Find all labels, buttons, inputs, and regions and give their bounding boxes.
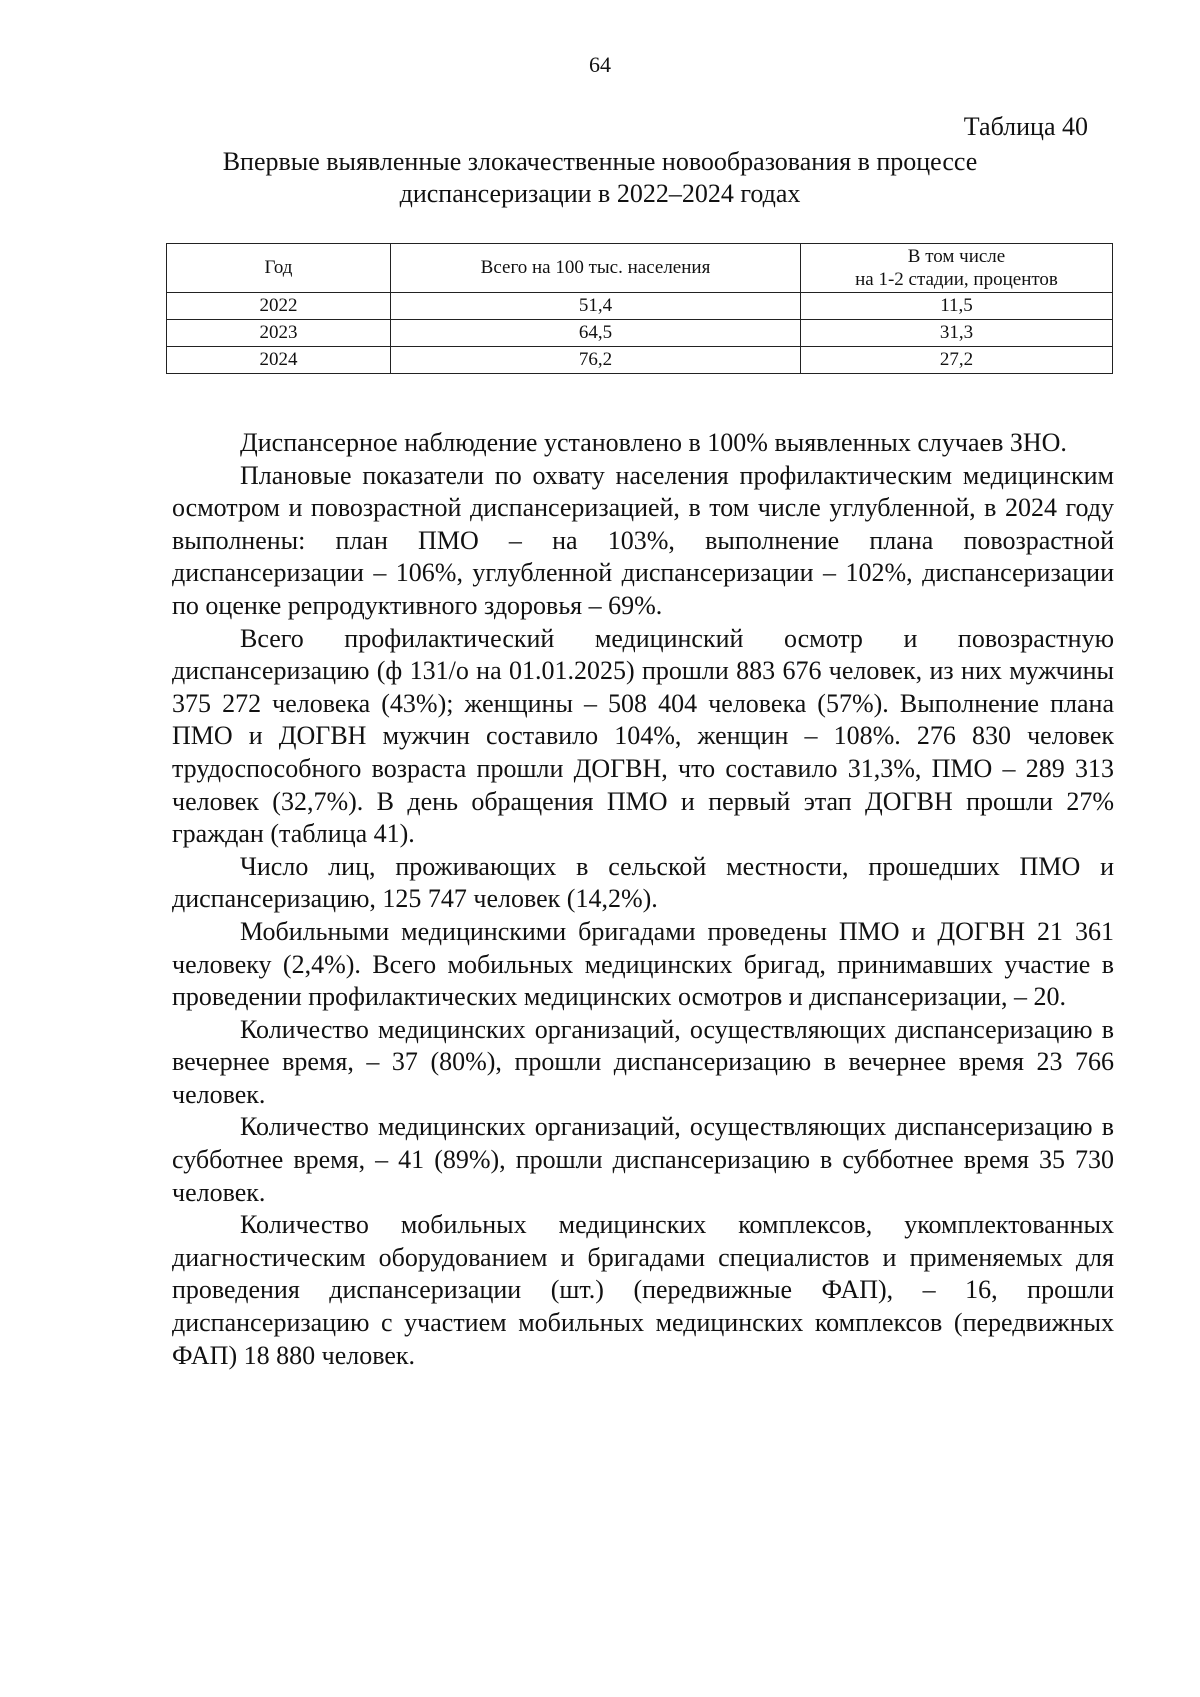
page-number: 64	[589, 52, 611, 77]
cell-year: 2023	[167, 320, 391, 347]
cell-share: 31,3	[801, 320, 1113, 347]
header-share-line-1: В том числе	[907, 246, 1006, 267]
paragraph: Количество медицинских организаций, осуществляющих диспансеризацию в субботнее время, – 41 (89%), прошли диспансеризацию в субботнее время 35 730 человек.	[172, 1112, 1114, 1207]
paragraph: Мобильными медицинскими бригадами проведены ПМО и ДОГВН 21 361 человеку (2,4%). Всего мобильных медицинских бригад, принимавших участие в проведении профилактических медицинских осмотров и диспансеризации, – 20.	[172, 916, 1114, 1012]
cell-share: 11,5	[801, 293, 1113, 320]
cell-total: 76,2	[391, 347, 801, 374]
paragraph: Количество мобильных медицинских комплексов, укомплектованных диагностическим оборудованием и бригадами специалистов и применяемых для проведения диспансеризации (шт.) (передвижные ФАП), – 16, прошли диспансеризацию с участием мобильных медицинских комплексов (передвижных ФАП) 18 880 человек.	[172, 1210, 1114, 1370]
header-year: Год	[167, 244, 391, 293]
cell-year: 2022	[167, 293, 391, 320]
table-label: Таблица 40	[963, 112, 1088, 141]
body-text	[172, 427, 1114, 1372]
table-title-line-2: диспансеризации в 2022–2024 годах	[399, 179, 801, 208]
paragraph: Всего профилактический медицинский осмотр и повозрастную диспансеризацию (ф 131/о на 01.01.2025) прошли 883 676 человек, из них мужчины 375 272 человека (43%); женщины – 508 404 человека (57%). Выполнение плана ПМО и ДОГВН мужчин составило 104%, женщин – 108%. 276 830 человек трудоспособного возраста прошли ДОГВН, что составило 31,3%, ПМО – 289 313 человек (32,7%). В день обращения ПМО и первый этап ДОГВН прошли 27% граждан (таблица 41).	[172, 623, 1114, 849]
cell-year: 2024	[167, 347, 391, 374]
table-title	[170, 146, 1030, 210]
cell-total: 64,5	[391, 320, 801, 347]
cell-total: 51,4	[391, 293, 801, 320]
header-share	[801, 244, 1113, 293]
table-row	[167, 293, 1113, 320]
paragraph: Число лиц, проживающих в сельской местности, прошедших ПМО и диспансеризацию, 125 747 человек (14,2%).	[172, 851, 1114, 914]
header-share-line-2: на 1-2 стадии, процентов	[855, 269, 1058, 290]
paragraph: Плановые показатели по охвату населения профилактическим медицинским осмотром и повозрастной диспансеризацией, в том числе углубленной, в 2024 году выполнены: план ПМО – на 103%, выполнение плана повозрастной диспансеризации – 106%, углубленной диспансеризации – 102%, диспансеризации по оценке репродуктивного здоровья – 69%.	[172, 460, 1114, 620]
paragraph: Количество медицинских организаций, осуществляющих диспансеризацию в вечернее время, – 37 (80%), прошли диспансеризацию в вечернее время 23 766 человек.	[172, 1014, 1114, 1109]
header-total: Всего на 100 тыс. населения	[391, 244, 801, 293]
table-row	[167, 347, 1113, 374]
table-row	[167, 320, 1113, 347]
paragraph: Диспансерное наблюдение установлено в 100% выявленных случаев ЗНО.	[240, 428, 1067, 457]
table-header-row	[167, 244, 1113, 293]
cancer-detection-table	[166, 243, 1113, 374]
cell-share: 27,2	[801, 347, 1113, 374]
table-title-line-1: Впервые выявленные злокачественные новообразования в процессе	[222, 147, 978, 176]
